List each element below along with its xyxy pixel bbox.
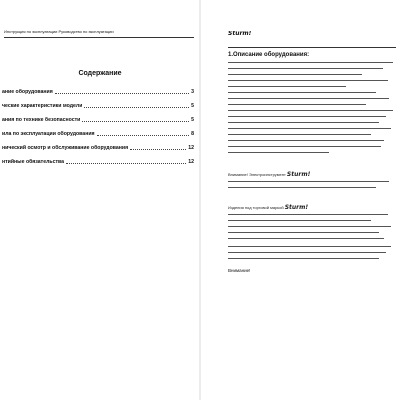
running-header — [228, 31, 396, 36]
toc-entry-title: ания по технике безопасности — [2, 117, 81, 123]
toc-entry-title: ческие характеристики модели — [2, 103, 83, 109]
toc-leader-dots — [82, 121, 189, 122]
brand-paragraph-2-text: Изделия под торговой маркой — [228, 205, 284, 210]
toc-leader-dots — [66, 163, 186, 164]
toc-leader-dots — [130, 149, 186, 150]
right-page — [200, 0, 400, 400]
toc-entry[interactable] — [2, 109, 194, 123]
toc-leader-dots — [97, 135, 190, 136]
toc-entry[interactable] — [2, 123, 194, 137]
toc-entry-page: 3 — [191, 89, 194, 95]
toc-leader-dots — [84, 107, 189, 108]
brand-logo-text: Sturm! — [286, 171, 311, 178]
running-header: Инструкция по эксплуатации Руководство по эксплуатации — [4, 29, 114, 34]
header-divider — [4, 37, 194, 38]
toc-entry-title: нтийные обязательства — [2, 159, 65, 165]
toc-entry-page: 5 — [191, 103, 194, 109]
description-paragraph — [228, 62, 396, 158]
toc-entry[interactable] — [2, 81, 194, 95]
brand-paragraph-2 — [228, 205, 396, 244]
toc-entry[interactable] — [2, 95, 194, 109]
signature-label: Внимание! — [228, 268, 251, 273]
table-of-contents — [2, 81, 194, 165]
brand-paragraph-1-text: Внимание! Электроинструмент — [228, 172, 286, 177]
header-divider — [228, 47, 396, 48]
toc-entry[interactable] — [2, 151, 194, 165]
toc-entry-page: 12 — [188, 159, 194, 165]
toc-entry-page: 5 — [191, 117, 194, 123]
toc-entry-title: ание оборудования — [2, 89, 53, 95]
toc-entry-title: нический осмотр и обслуживание оборудования — [2, 145, 129, 151]
toc-entry-page: 8 — [191, 131, 194, 137]
toc-entry[interactable] — [2, 137, 194, 151]
brand-paragraph-1 — [228, 172, 396, 193]
notice-paragraph — [228, 246, 396, 264]
section-title: 1.Описание оборудования: — [228, 52, 310, 58]
toc-entry-title: ила по эксплуатации оборудования — [2, 131, 95, 137]
toc-title: Содержание — [78, 70, 122, 77]
toc-entry-page: 12 — [188, 145, 194, 151]
brand-logo-text: Sturm! — [284, 204, 309, 211]
brand-logo-text: Sturm! — [228, 31, 252, 36]
toc-leader-dots — [55, 93, 189, 94]
